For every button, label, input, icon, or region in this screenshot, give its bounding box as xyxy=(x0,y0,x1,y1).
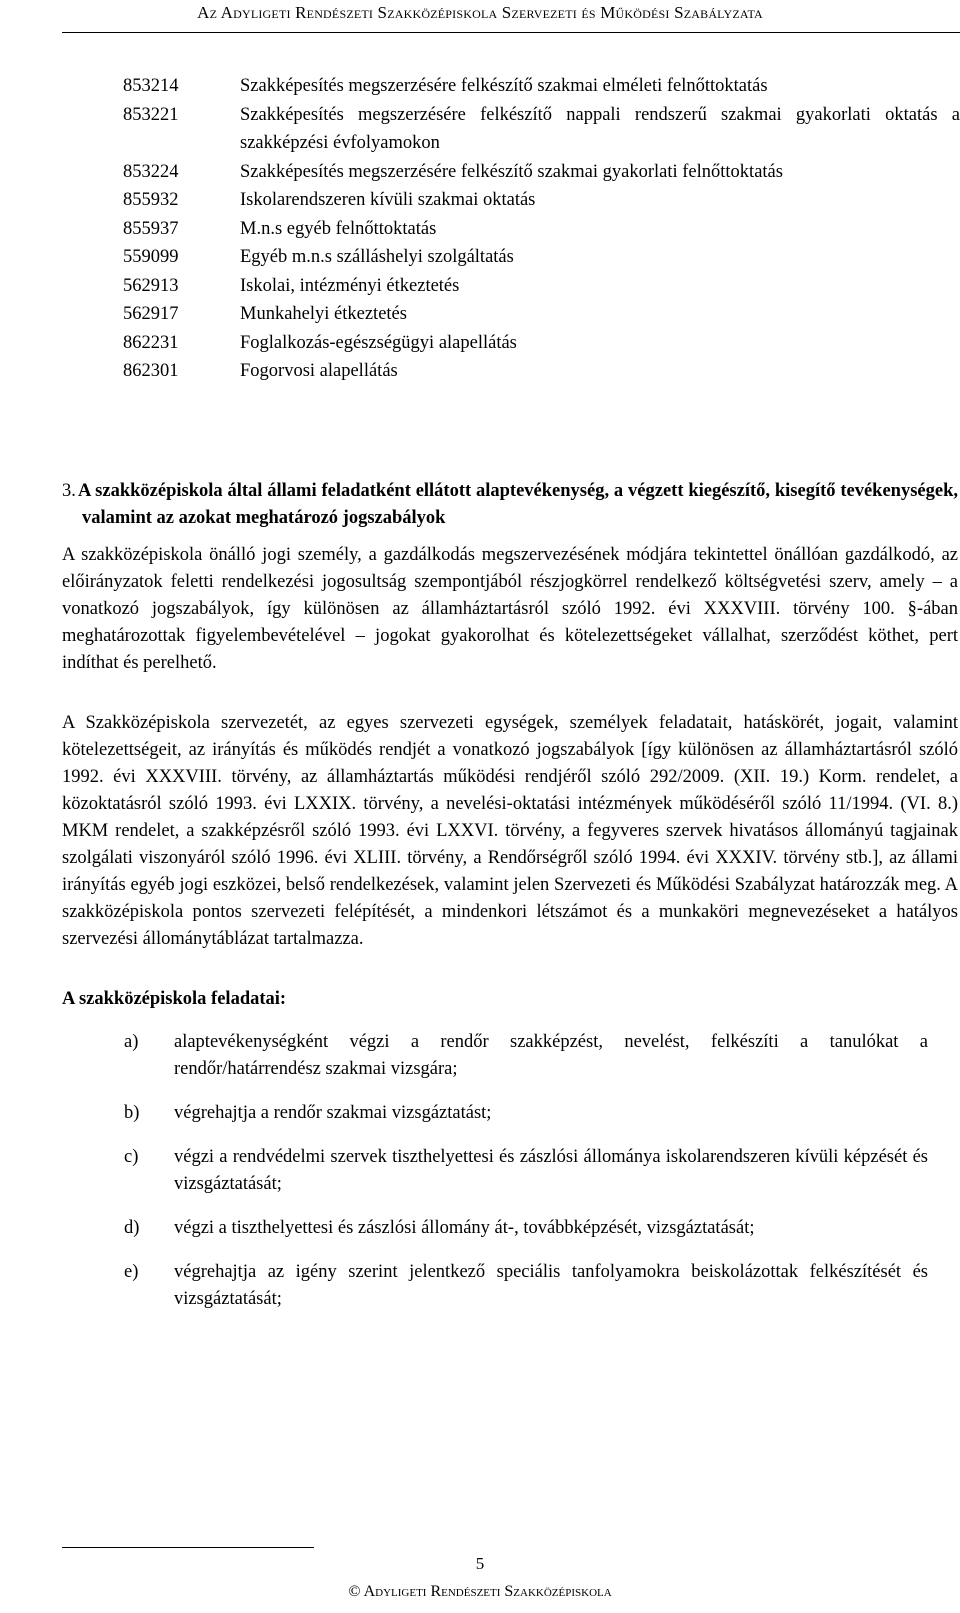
page-number: 5 xyxy=(475,1554,485,1573)
code-row xyxy=(123,72,960,101)
code-description: Fogorvosi alapellátás xyxy=(240,361,398,381)
page-header: Az Adyligeti Rendészeti Szakközépiskola Szervezeti és Működési Szabályzata xyxy=(197,3,763,22)
code-number: 562913 xyxy=(123,275,179,296)
code-row xyxy=(123,158,960,187)
code-number: 853221 xyxy=(123,104,179,125)
code-row xyxy=(123,357,960,386)
footer-copyright: © Adyligeti Rendészeti Szakközépiskola xyxy=(348,1583,612,1600)
section-3 xyxy=(62,478,958,1330)
list-item-marker: c) xyxy=(124,1147,139,1167)
code-number: 562917 xyxy=(123,304,179,324)
section-number: 3. xyxy=(62,481,76,501)
list-item-text: végzi a tiszthelyettesi és zászlósi állomány át-, továbbképzését, vizsgáztatását; xyxy=(174,1218,755,1238)
code-number: 862231 xyxy=(123,332,179,353)
list-item-text: végrehajtja a rendőr szakmai vizsgáztatást; xyxy=(174,1103,492,1123)
list-item xyxy=(62,1100,958,1127)
code-row xyxy=(123,243,960,272)
section-title: A szakközépiskola által állami feladatként ellátott alaptevékenység, a végzett kiegészítő, kisegítő tevékenységek, valamint az azokat meghatározó jogszabályok xyxy=(78,481,958,528)
code-number: 855932 xyxy=(123,190,179,210)
code-row xyxy=(123,186,960,215)
list-item-marker: d) xyxy=(124,1218,140,1238)
list-item-text: végzi a rendvédelmi szervek tiszthelyettesi és zászlósi állománya iskolarendszeren kívüli képzését és vizsgáztatását; xyxy=(174,1147,928,1194)
code-description: Szakképesítés megszerzésére felkészítő szakmai gyakorlati felnőttoktatás xyxy=(240,161,783,182)
code-number: 853224 xyxy=(123,161,179,182)
code-row xyxy=(123,300,960,329)
list-item xyxy=(62,1144,958,1198)
code-row xyxy=(123,215,960,244)
code-description: Szakképesítés megszerzésére felkészítő nappali rendszerű szakmai gyakorlati oktatás a szakképzési évfolyamokon xyxy=(240,104,960,153)
code-row xyxy=(123,101,960,158)
paragraph-organization: A Szakközépiskola szervezetét, az egyes szervezeti egységek, személyek feladatait, hatáskörét, jogait, valamint kötelezettségeit, az irányítás és működés rendjét a vonatkozó jogszabályok [így különösen az államháztartásról szóló 1992. évi XXXVIII. törvény, az államháztartás működési rendjéről szóló 292/2009. (XII. 19.) Korm. rendelet, a közoktatásról szóló 1993. évi LXXIX. törvény, a nevelési-oktatási intézmények működéséről szóló 11/1994. (VI. 8.) MKM rendelet, a szakképzésről szóló 1993. évi LXXVI. törvény, a fegyveres szervek hivatásos állományú tagjainak szolgálati viszonyáról szóló 1996. évi XLIII. törvény, a Rendőrségről szóló 1994. évi XXXIV. törvény stb.], az állami irányítás egyéb jogi eszközei, belső rendelkezések, valamint jelen Szervezeti és Működési Szabályzat határozzák meg. A szakközépiskola pontos szervezeti felépítését, a mindenkori létszámot és a munkaköri megnevezéseket a hatályos szervezési állománytáblázat tartalmazza. xyxy=(62,713,958,949)
section-heading xyxy=(62,478,958,532)
code-number: 853214 xyxy=(123,76,179,96)
code-row xyxy=(123,329,960,358)
list-item-text: alaptevékenységként végzi a rendőr szakképzést, nevelést, felkészíti a tanulókat a rendőr/határrendész szakmai vizsgára; xyxy=(174,1032,928,1079)
footer-divider xyxy=(62,1547,314,1548)
list-item xyxy=(62,1215,958,1242)
code-number: 862301 xyxy=(123,361,179,381)
code-description: Iskolarendszeren kívüli szakmai oktatás xyxy=(240,190,536,210)
list-item-text: végrehajtja az igény szerint jelentkező speciális tanfolyamokra beiskolázottak felkészítését és vizsgáztatását; xyxy=(174,1262,928,1309)
code-description: Egyéb m.n.s szálláshelyi szolgáltatás xyxy=(240,247,514,267)
list-item xyxy=(62,1029,958,1083)
code-number: 855937 xyxy=(123,218,179,239)
code-row xyxy=(123,272,960,301)
list-item xyxy=(62,1259,958,1313)
list-item-marker: e) xyxy=(124,1262,139,1282)
list-item-marker: a) xyxy=(124,1032,139,1052)
code-description: Iskolai, intézményi étkeztetés xyxy=(240,275,460,296)
task-list xyxy=(62,1029,958,1313)
code-description: Szakképesítés megszerzésére felkészítő szakmai elméleti felnőttoktatás xyxy=(240,76,768,96)
header-divider xyxy=(62,32,960,33)
activity-code-list xyxy=(123,72,960,386)
list-item-marker: b) xyxy=(124,1103,140,1123)
code-description: M.n.s egyéb felnőttoktatás xyxy=(240,218,437,239)
code-description: Foglalkozás-egészségügyi alapellátás xyxy=(240,332,517,353)
paragraph-legal-status: A szakközépiskola önálló jogi személy, a gazdálkodás megszervezésének módjára tekintettel önállóan gazdálkodó, az előirányzatok feletti rendelkezési jogosultság szempontjából részjogkörrel rendelkező költségvetési szerv, amely – a vonatkozó jogszabályok, így különösen az államháztartásról szóló 1992. évi XXXVIII. törvény 100. §-ában meghatározottak figyelembevételével – jogokat gyakorolhat és kötelezettségeket vállalhat, szerződést köthet, pert indíthat és perelhető. xyxy=(62,545,958,673)
code-number: 559099 xyxy=(123,247,179,267)
code-description: Munkahelyi étkeztetés xyxy=(240,304,407,324)
tasks-heading: A szakközépiskola feladatai: xyxy=(62,989,287,1009)
